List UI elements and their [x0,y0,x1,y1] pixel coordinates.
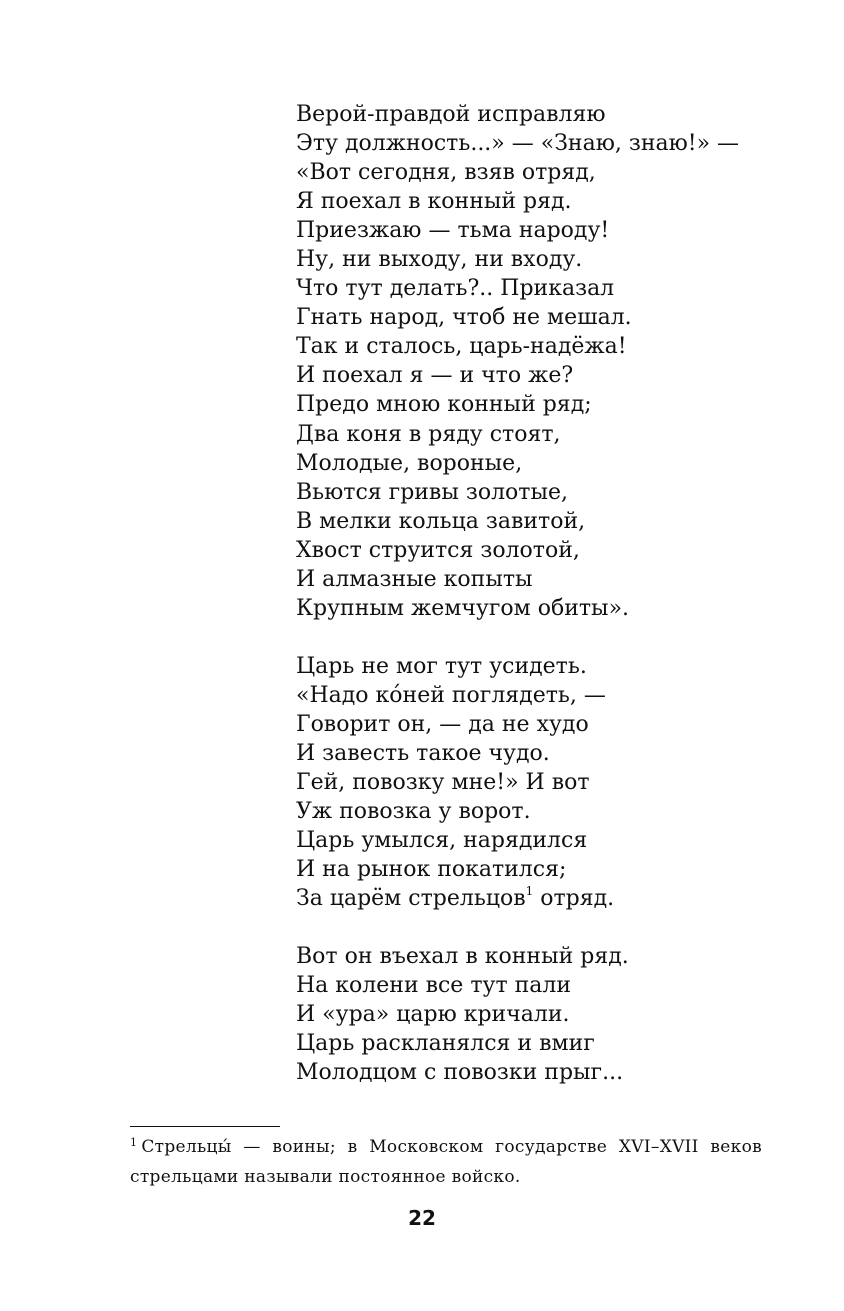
verse-text: За царём стрельцов [296,886,526,912]
verse-line: Гнать народ, чтоб не мешал. [296,305,632,331]
verse-line-with-footnote [296,884,816,913]
footnote-divider [130,1126,280,1127]
verse-line: Хвост струится золотой, [296,537,580,563]
verse-line: Что тут делать?.. Приказал [296,276,615,302]
verse-line: Я поехал в конный ряд. [296,189,572,215]
verse-line: И алмазные копыты [296,566,533,592]
verse-line: Эту должность...» — «Знаю, знаю!» — [296,131,740,157]
verse-line: На колени все тут пали [296,973,572,999]
verse-line: Молодые, вороные, [296,450,523,476]
stanza-2 [296,652,816,913]
verse-line: И завесть такое чудо. [296,740,550,766]
stanza-1 [296,100,816,623]
footnote [130,1133,762,1191]
page-number: 22 [408,1206,436,1230]
verse-line: Вьются гривы золотые, [296,479,568,505]
verse-line: Два коня в ряду стоят, [296,421,561,447]
verse-line: В мелки кольца завитой, [296,508,586,534]
verse-line: И на рынок покатился; [296,857,567,883]
verse-line: И «ура» царю кричали. [296,1002,570,1028]
poem [296,100,816,1117]
footnote-reference[interactable]: 1 [525,883,534,898]
stanza-3 [296,942,816,1087]
verse-line: Ну, ни выходу, ни входу. [296,247,583,273]
verse-line: Царь не мог тут усидеть. [296,653,587,679]
verse-line: Предо мною конный ряд; [296,392,592,418]
verse-line: Уж повозка у ворот. [296,799,531,825]
verse-line: Вот он въехал в конный ряд. [296,944,629,970]
verse-line: «Вот сегодня, взяв отряд, [296,160,596,186]
footnote-mark: 1 [130,1136,138,1149]
verse-line: Гей, повозку мне!» И вот [296,770,590,796]
verse-line: «Надо ко́ней поглядеть, — [296,682,606,708]
verse-line: Говорит он, — да не худо [296,711,589,737]
verse-line: Крупным жемчугом обиты». [296,595,630,621]
verse-text: отряд. [533,886,615,912]
verse-line: Так и сталось, царь-надёжа! [296,334,627,360]
footnote-text: Стрельцы́ — воины; в Московском государстве XVI–XVII веков стрельцами называли постоянное войско. [130,1137,762,1187]
verse-line: Молодцом с повозки прыг... [296,1060,624,1086]
verse-line: Царь умылся, нарядился [296,828,588,854]
verse-line: И поехал я — и что же? [296,363,574,389]
verse-line: Верой-правдой исправляю [296,102,606,127]
verse-line: Царь раскланялся и вмиг [296,1031,595,1057]
verse-line: Приезжаю — тьма народу! [296,218,610,244]
